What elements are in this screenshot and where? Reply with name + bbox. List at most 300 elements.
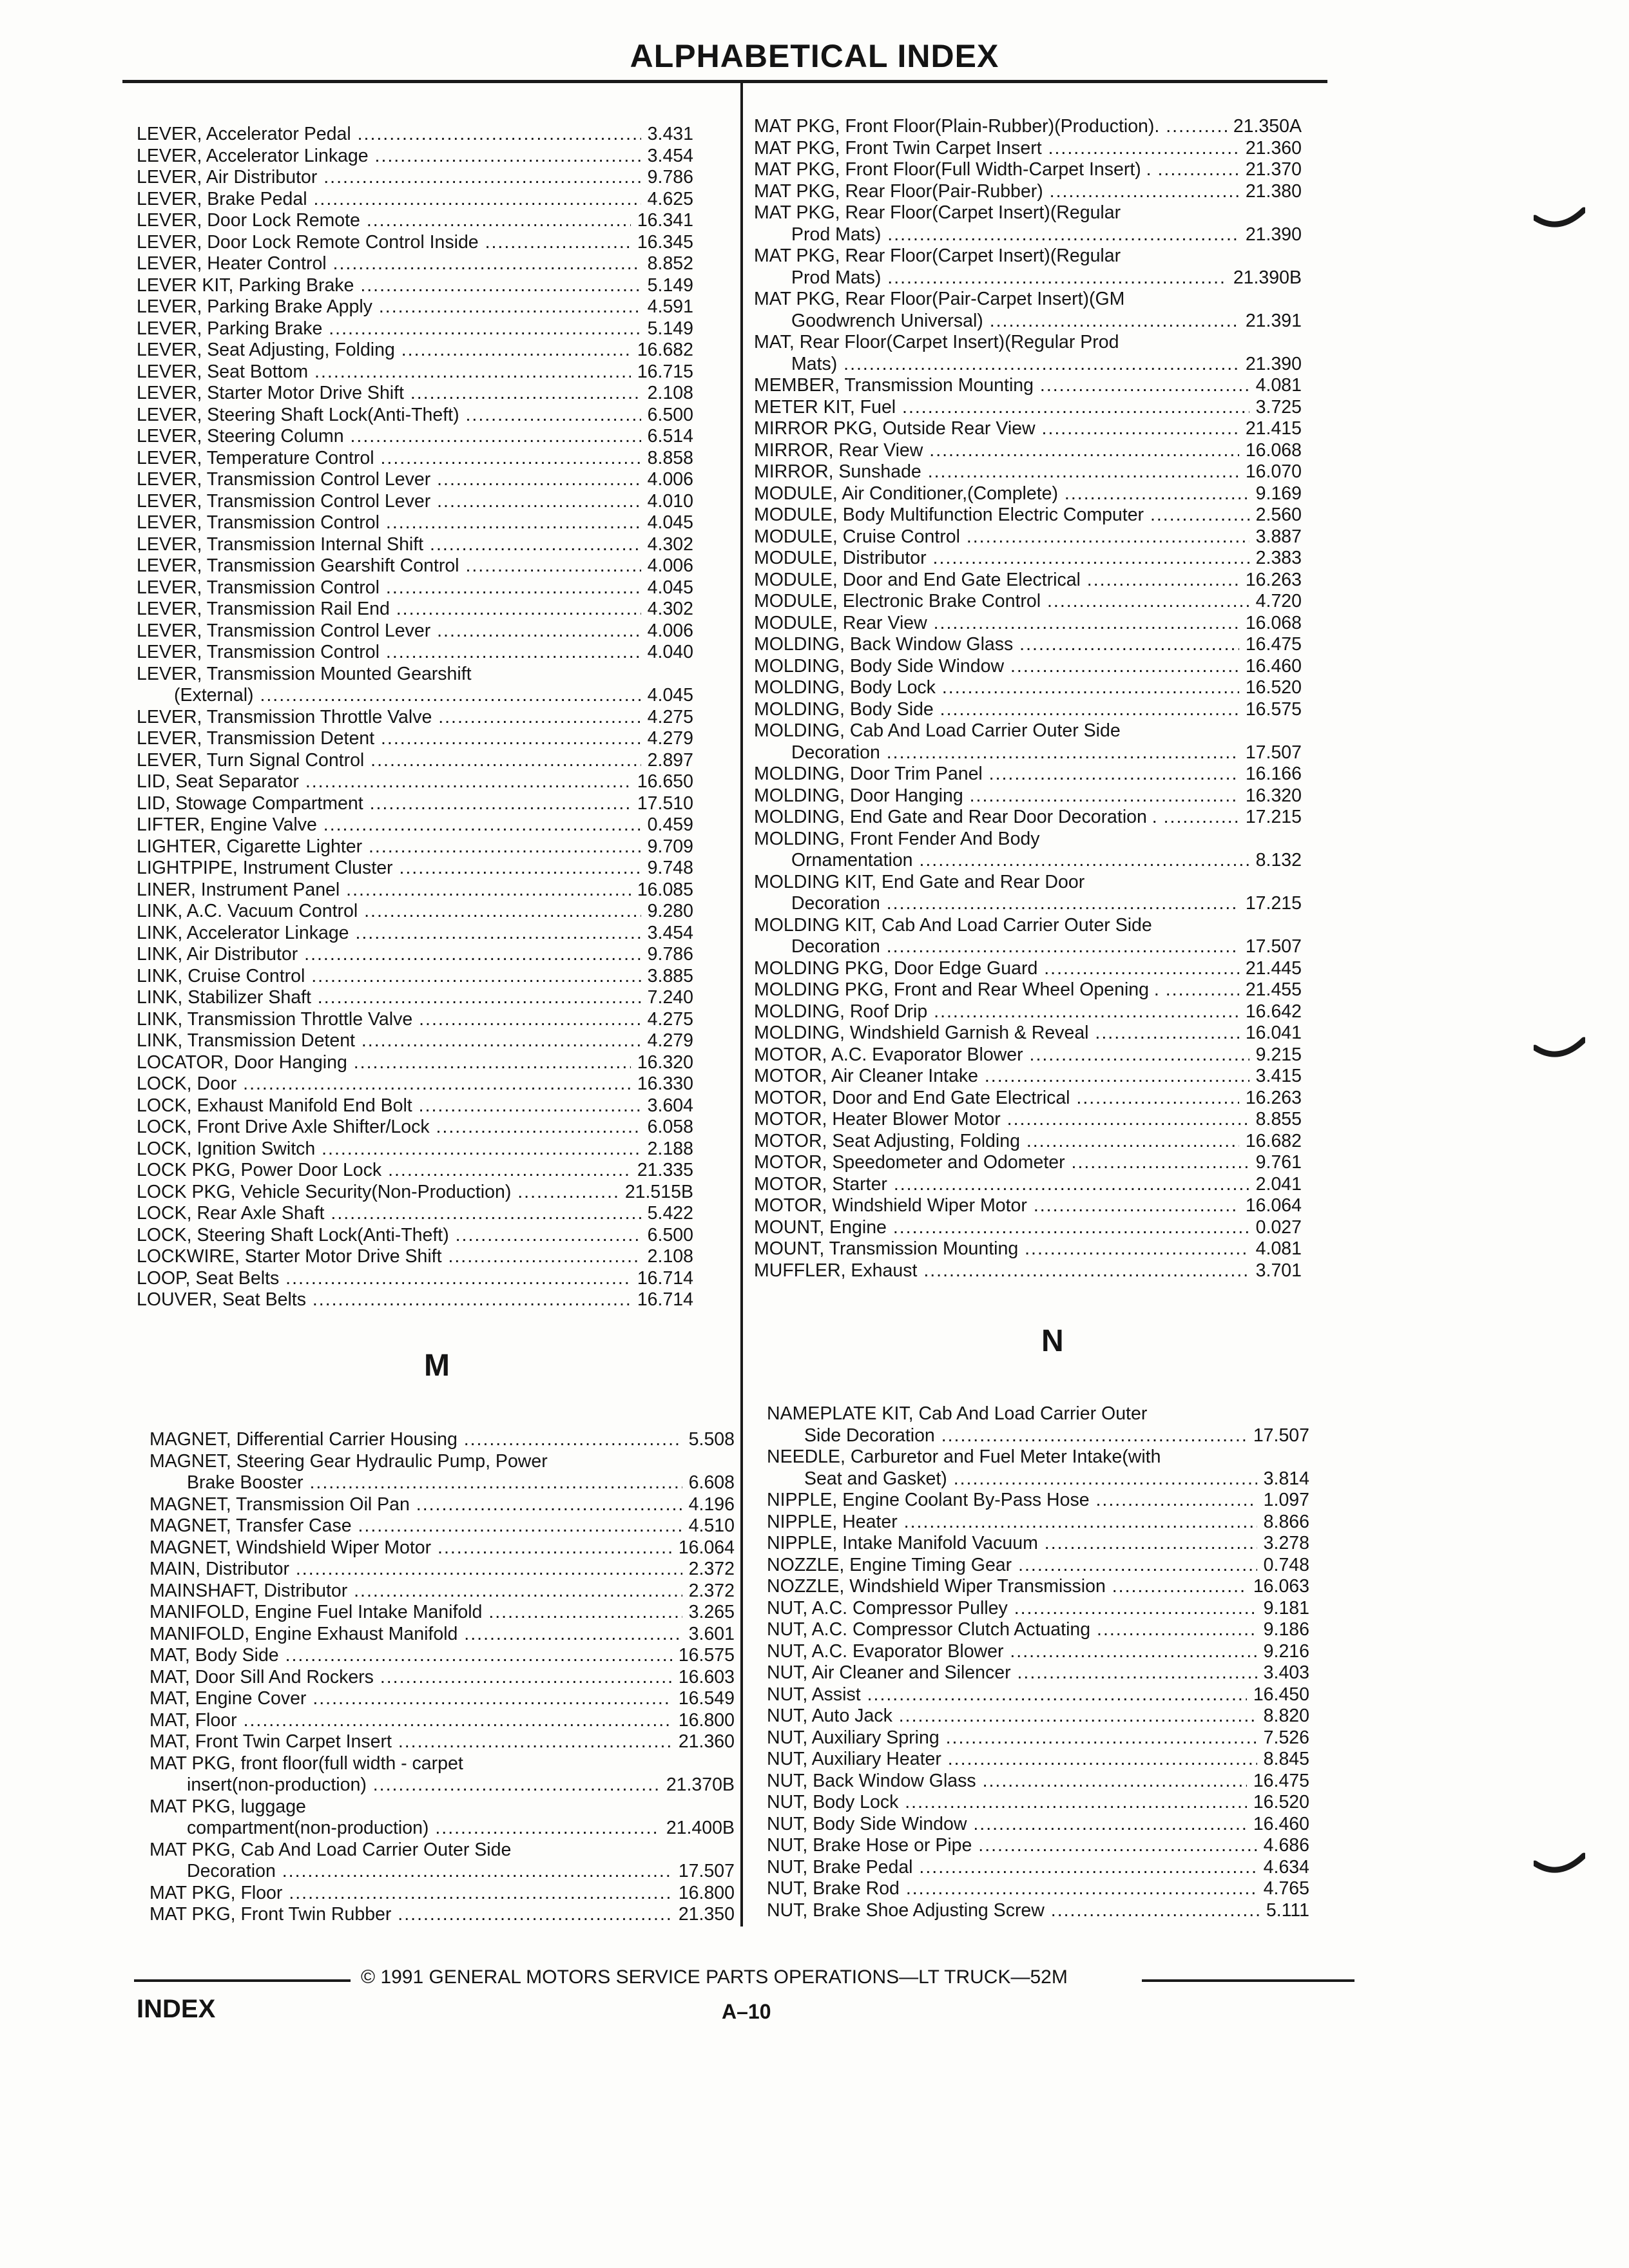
index-entry-label: LEVER, Air Distributor ..... bbox=[137, 167, 641, 189]
index-entry-label-line1: LEVER, Transmission Mounted Gearshift bbox=[137, 663, 472, 684]
index-entry bbox=[149, 1515, 735, 1537]
index-entry bbox=[149, 1581, 735, 1602]
index-entry-page: 4.196 bbox=[688, 1494, 735, 1515]
index-entry-label: MOTOR, Heater Blower Motor ..... bbox=[754, 1109, 1249, 1131]
index-entry-label: LID, Stowage Compartment ..... bbox=[137, 793, 631, 815]
index-entry bbox=[767, 1771, 1309, 1792]
index-entry bbox=[754, 397, 1302, 419]
index-entry-label: LEVER, Parking Brake Apply ..... bbox=[137, 296, 641, 318]
index-entry-label: MAT PKG, Front Twin Rubber ..... bbox=[149, 1904, 672, 1926]
index-entry-page: 2.041 bbox=[1255, 1173, 1302, 1195]
index-entry-label: LEVER, Transmission Gearshift Control ..... bbox=[137, 555, 641, 577]
index-entry-page: 16.682 bbox=[1245, 1130, 1302, 1151]
index-entry-label: LEVER, Transmission Throttle Valve ..... bbox=[137, 707, 641, 729]
index-entry-label: LEVER, Temperature Control ..... bbox=[137, 448, 641, 470]
index-entry-page: 3.885 bbox=[647, 965, 693, 986]
index-entry-label: NOZZLE, Engine Timing Gear ..... bbox=[767, 1555, 1257, 1577]
index-entry-label: MODULE, Distributor ..... bbox=[754, 548, 1249, 570]
index-entry bbox=[137, 1182, 693, 1204]
index-entry-label: NUT, Brake Rod ..... bbox=[767, 1878, 1257, 1900]
index-entry-label: LOCK, Door ..... bbox=[137, 1073, 631, 1095]
index-entry bbox=[137, 1117, 693, 1139]
index-entry-page: 4.591 bbox=[647, 296, 693, 317]
index-entry-label: NIPPLE, Heater ..... bbox=[767, 1512, 1257, 1533]
index-entry-page: 16.330 bbox=[637, 1073, 693, 1094]
index-entry-page: 4.302 bbox=[647, 533, 693, 555]
index-entry-page: 17.215 bbox=[1245, 893, 1302, 914]
index-entry bbox=[754, 613, 1302, 635]
index-entry bbox=[754, 677, 1302, 699]
index-entry-label: NUT, Brake Hose or Pipe ..... bbox=[767, 1835, 1257, 1857]
index-entry bbox=[149, 1559, 735, 1581]
index-entry bbox=[137, 469, 693, 491]
index-entry bbox=[137, 1095, 693, 1117]
index-entry bbox=[149, 1904, 735, 1926]
index-entry-page: 21.515B bbox=[624, 1181, 693, 1202]
index-entry-page: 21.335 bbox=[637, 1160, 693, 1180]
index-entry bbox=[754, 979, 1302, 1001]
index-entry-page: 21.360 bbox=[1245, 137, 1302, 159]
index-entry-label: LOCK, Rear Axle Shaft ..... bbox=[137, 1203, 641, 1225]
index-entry-label-line1: MAT PKG, front floor(full width - carpet bbox=[149, 1753, 463, 1774]
index-entry-label: LEVER, Transmission Control ..... bbox=[137, 577, 641, 599]
index-entry-page: 7.526 bbox=[1263, 1727, 1309, 1748]
index-entry-label: MAGNET, Transfer Case ..... bbox=[149, 1515, 682, 1537]
index-entry-label bbox=[149, 1451, 682, 1494]
index-entry-page: 5.111 bbox=[1266, 1899, 1309, 1921]
index-entry-label bbox=[754, 289, 1239, 332]
index-entry-label: MODULE, Door and End Gate Electrical ..... bbox=[754, 570, 1239, 591]
index-entry-page: 16.800 bbox=[678, 1882, 735, 1903]
index-entry-page: 6.514 bbox=[647, 426, 693, 447]
index-entry bbox=[149, 1451, 735, 1494]
index-entry bbox=[137, 448, 693, 470]
index-entry-page: 8.852 bbox=[647, 253, 693, 274]
index-entry bbox=[754, 1044, 1302, 1066]
index-entry bbox=[137, 642, 693, 664]
header-rule bbox=[122, 80, 1327, 83]
index-entry-label: LEVER, Transmission Rail End ..... bbox=[137, 599, 641, 620]
index-entry-page: 4.081 bbox=[1255, 375, 1302, 396]
index-entry-page: 16.714 bbox=[637, 1267, 693, 1289]
index-entry bbox=[767, 1533, 1309, 1555]
index-entry-label: NUT, A.C. Compressor Pulley ..... bbox=[767, 1598, 1257, 1620]
index-entry-label-line1: MAT PKG, luggage bbox=[149, 1796, 306, 1817]
index-entry-page: 21.360 bbox=[678, 1731, 735, 1752]
index-entry-label: LEVER KIT, Parking Brake ..... bbox=[137, 275, 641, 297]
index-entry-label: MOLDING, Door Trim Panel ..... bbox=[754, 764, 1239, 785]
index-entry-label: MAGNET, Windshield Wiper Motor ..... bbox=[149, 1537, 672, 1559]
index-entry-page: 4.279 bbox=[647, 1030, 693, 1051]
index-entry-label: LIGHTPIPE, Instrument Cluster ..... bbox=[137, 858, 641, 879]
index-entry-label: MUFFLER, Exhaust ..... bbox=[754, 1260, 1249, 1282]
index-entry-page: 7.240 bbox=[647, 987, 693, 1008]
binder-hole-mark-top bbox=[1534, 205, 1585, 237]
index-entry bbox=[754, 829, 1302, 872]
index-entry-page: 9.786 bbox=[647, 944, 693, 965]
index-entry-label: METER KIT, Fuel ..... bbox=[754, 397, 1249, 419]
index-entry-label: LID, Seat Separator ..... bbox=[137, 771, 631, 793]
index-entry-page: 0.459 bbox=[647, 814, 693, 835]
index-entry-page: 8.866 bbox=[1263, 1511, 1309, 1532]
index-entry-page: 16.070 bbox=[1245, 461, 1302, 482]
page-title: ALPHABETICAL INDEX bbox=[630, 38, 999, 74]
index-entry-page: 21.455 bbox=[1245, 979, 1302, 1000]
index-entry-page: 3.725 bbox=[1255, 396, 1302, 418]
index-entry-label: LINER, Instrument Panel ..... bbox=[137, 879, 631, 901]
index-entry-label bbox=[149, 1796, 660, 1840]
section-letter-m: M bbox=[424, 1349, 450, 1383]
index-entry bbox=[767, 1727, 1309, 1749]
index-entry bbox=[754, 591, 1302, 613]
index-entry bbox=[767, 1490, 1309, 1512]
index-entry bbox=[137, 1225, 693, 1247]
index-entry-label: LEVER, Accelerator Linkage ..... bbox=[137, 146, 641, 168]
index-entry-label: MODULE, Electronic Brake Control ..... bbox=[754, 591, 1249, 613]
index-entry-page: 17.510 bbox=[637, 793, 693, 814]
index-entry-page: 3.454 bbox=[647, 145, 693, 166]
index-entry-page: 3.403 bbox=[1263, 1662, 1309, 1683]
index-entry bbox=[137, 1030, 693, 1052]
index-entry bbox=[149, 1753, 735, 1796]
index-entry-page: 2.372 bbox=[688, 1559, 735, 1579]
index-entry bbox=[137, 1052, 693, 1074]
index-entry bbox=[767, 1878, 1309, 1900]
index-entry-label: MAGNET, Transmission Oil Pan ..... bbox=[149, 1494, 682, 1516]
index-entry-page: 17.507 bbox=[1253, 1425, 1309, 1446]
index-entry bbox=[754, 1217, 1302, 1239]
index-entry bbox=[137, 793, 693, 815]
index-entry bbox=[137, 124, 693, 146]
index-entry-page: 3.604 bbox=[647, 1095, 693, 1116]
index-entry-page: 2.108 bbox=[647, 383, 693, 403]
index-entry-page: 16.085 bbox=[637, 879, 693, 900]
index-entry-label: LOCK, Steering Shaft Lock(Anti-Theft) ..... bbox=[137, 1225, 641, 1247]
index-entry bbox=[137, 275, 693, 297]
index-entry-page: 5.149 bbox=[647, 318, 693, 339]
index-entry-page: 4.275 bbox=[647, 1008, 693, 1030]
section-letter-n: N bbox=[1041, 1324, 1064, 1358]
index-entry bbox=[754, 1001, 1302, 1023]
index-entry bbox=[137, 814, 693, 836]
index-entry-label: LEVER, Brake Pedal ..... bbox=[137, 189, 641, 211]
index-entry-page: 9.786 bbox=[647, 167, 693, 187]
index-entry bbox=[137, 836, 693, 858]
index-entry-label: LEVER, Transmission Control Lever ..... bbox=[137, 491, 641, 513]
footer-section-label: INDEX bbox=[137, 1995, 216, 2023]
index-entry bbox=[754, 634, 1302, 656]
index-entry bbox=[767, 1641, 1309, 1663]
index-entry-label-line2: Side Decoration ..... bbox=[767, 1425, 1247, 1447]
index-entry-page: 16.068 bbox=[1245, 612, 1302, 633]
index-entry-page: 16.715 bbox=[637, 361, 693, 382]
index-entry bbox=[754, 785, 1302, 807]
index-entry bbox=[149, 1731, 735, 1753]
index-entry-label: MOUNT, Transmission Mounting ..... bbox=[754, 1238, 1249, 1260]
index-entry-label: LEVER, Door Lock Remote ..... bbox=[137, 210, 631, 232]
index-entry-label: MAT, Front Twin Carpet Insert ..... bbox=[149, 1731, 672, 1753]
index-entry bbox=[137, 318, 693, 340]
index-entry bbox=[754, 461, 1302, 483]
index-entry bbox=[754, 440, 1302, 462]
index-entry-page: 4.634 bbox=[1263, 1856, 1309, 1878]
index-entry-page: 21.445 bbox=[1245, 957, 1302, 979]
index-entry-label: NUT, Air Cleaner and Silencer ..... bbox=[767, 1662, 1257, 1684]
index-entry-label: MOTOR, Speedometer and Odometer ..... bbox=[754, 1152, 1249, 1174]
index-entry-page: 2.897 bbox=[647, 749, 693, 771]
index-entry bbox=[754, 483, 1302, 505]
index-entry-label: NUT, Brake Pedal ..... bbox=[767, 1857, 1257, 1879]
index-entry-page: 21.380 bbox=[1245, 180, 1302, 202]
index-entry-label-line1: MOLDING KIT, Cab And Load Carrier Outer Side bbox=[754, 914, 1152, 936]
index-entry-page: 21.415 bbox=[1245, 418, 1302, 439]
index-entry-label: MOTOR, Air Cleaner Intake ..... bbox=[754, 1066, 1249, 1088]
index-entry bbox=[754, 656, 1302, 678]
index-entry-page: 4.006 bbox=[647, 555, 693, 576]
index-entry bbox=[754, 872, 1302, 915]
index-entry-label: MAIN, Distributor ..... bbox=[149, 1559, 682, 1581]
index-entry-label: MODULE, Body Multifunction Electric Computer ..... bbox=[754, 505, 1249, 526]
index-entry-label: MANIFOLD, Engine Exhaust Manifold ..... bbox=[149, 1624, 682, 1646]
index-entry-page: 16.341 bbox=[637, 210, 693, 231]
index-entry-page: 21.370 bbox=[1245, 159, 1302, 180]
index-entry bbox=[754, 1131, 1302, 1153]
index-entry-page: 16.263 bbox=[1245, 569, 1302, 590]
index-entry bbox=[149, 1537, 735, 1559]
index-entry-label: LEVER, Starter Motor Drive Shift ..... bbox=[137, 383, 641, 405]
index-entry-page: 3.701 bbox=[1255, 1260, 1302, 1281]
index-entry bbox=[767, 1706, 1309, 1727]
index-entry-label: MAT PKG, Front Floor(Full Width-Carpet Insert) . ..... bbox=[754, 159, 1239, 181]
index-entry bbox=[767, 1576, 1309, 1598]
index-entry bbox=[137, 296, 693, 318]
index-entry bbox=[137, 966, 693, 988]
index-entry-page: 3.415 bbox=[1255, 1066, 1302, 1086]
index-entry-page: 4.045 bbox=[647, 512, 693, 533]
footer-page-number: A–10 bbox=[722, 2000, 771, 2023]
index-entry-label: LEVER, Door Lock Remote Control Inside ..... bbox=[137, 232, 631, 254]
index-entry bbox=[137, 1268, 693, 1290]
index-entry-page: 16.475 bbox=[1253, 1770, 1309, 1791]
index-entry bbox=[137, 405, 693, 427]
index-entry-label: MAT, Engine Cover ..... bbox=[149, 1688, 672, 1710]
index-entry-page: 16.263 bbox=[1245, 1087, 1302, 1108]
index-entry bbox=[767, 1446, 1309, 1490]
index-entry bbox=[137, 577, 693, 599]
index-entry-page: 6.500 bbox=[647, 404, 693, 425]
index-entry-label: MAT, Door Sill And Rockers ..... bbox=[149, 1667, 672, 1689]
index-entry bbox=[137, 944, 693, 966]
binder-hole-mark-middle bbox=[1534, 1035, 1585, 1067]
index-entry-label: MAINSHAFT, Distributor ..... bbox=[149, 1581, 682, 1602]
footer-rule-left bbox=[134, 1979, 351, 1982]
index-entry-label-line2: Decoration ..... bbox=[754, 742, 1239, 764]
index-entry-label: NUT, Body Side Window ..... bbox=[767, 1814, 1247, 1836]
index-entry bbox=[137, 1203, 693, 1225]
index-entry-page: 16.064 bbox=[678, 1537, 735, 1558]
index-entry bbox=[754, 332, 1302, 375]
index-entry-label bbox=[754, 245, 1227, 289]
index-entry-page: 3.887 bbox=[1255, 526, 1302, 547]
index-entry-label bbox=[754, 872, 1239, 915]
index-entry-label: NUT, Auxiliary Heater ..... bbox=[767, 1749, 1257, 1771]
index-entry-label: MAGNET, Differential Carrier Housing ..... bbox=[149, 1429, 682, 1451]
index-entry-page: 5.508 bbox=[688, 1429, 735, 1450]
left-column bbox=[137, 124, 693, 1311]
index-entry-page: 21.370B bbox=[666, 1774, 735, 1795]
index-entry-label: LIGHTER, Cigarette Lighter ..... bbox=[137, 836, 641, 858]
index-entry-page: 17.507 bbox=[1245, 936, 1302, 957]
index-entry-label: NUT, A.C. Evaporator Blower ..... bbox=[767, 1641, 1257, 1663]
index-entry-label: MOLDING, Windshield Garnish & Reveal ..... bbox=[754, 1023, 1239, 1044]
index-entry-page: 4.510 bbox=[688, 1515, 735, 1536]
index-entry-label: MIRROR, Sunshade ..... bbox=[754, 461, 1239, 483]
index-entry-label: MOTOR, Door and End Gate Electrical ..... bbox=[754, 1088, 1239, 1110]
index-entry-label-line1: MAT PKG, Rear Floor(Carpet Insert)(Regular bbox=[754, 202, 1121, 223]
index-entry-label: LINK, Transmission Throttle Valve ..... bbox=[137, 1009, 641, 1031]
index-entry-label-line1: MOLDING, Cab And Load Carrier Outer Side bbox=[754, 720, 1121, 741]
index-entry-page: 4.010 bbox=[647, 490, 693, 512]
index-entry-label: MAT PKG, Floor ..... bbox=[149, 1883, 672, 1905]
index-entry-page: 3.814 bbox=[1263, 1468, 1309, 1489]
index-entry-page: 9.709 bbox=[647, 836, 693, 857]
index-entry bbox=[137, 534, 693, 556]
index-entry bbox=[754, 1023, 1302, 1044]
index-entry-page: 21.391 bbox=[1245, 310, 1302, 331]
index-entry-page: 2.560 bbox=[1255, 505, 1302, 525]
index-entry bbox=[137, 361, 693, 383]
index-entry-label: LINK, Air Distributor ..... bbox=[137, 944, 641, 966]
index-entry bbox=[767, 1792, 1309, 1814]
index-entry-label: NUT, Brake Shoe Adjusting Screw ..... bbox=[767, 1900, 1260, 1922]
index-entry bbox=[137, 1246, 693, 1268]
index-entry bbox=[137, 707, 693, 729]
index-entry bbox=[767, 1900, 1309, 1922]
index-entry-label: LINK, Accelerator Linkage ..... bbox=[137, 923, 641, 945]
index-entry bbox=[767, 1684, 1309, 1706]
index-entry-label: MEMBER, Transmission Mounting ..... bbox=[754, 375, 1249, 397]
index-entry bbox=[754, 1088, 1302, 1110]
index-entry bbox=[754, 181, 1302, 203]
index-entry-label: LEVER, Accelerator Pedal ..... bbox=[137, 124, 641, 146]
index-entry-label: LEVER, Seat Adjusting, Folding ..... bbox=[137, 340, 631, 361]
index-entry-label: MOLDING, End Gate and Rear Door Decoration . ..... bbox=[754, 807, 1239, 829]
index-entry-page: 8.858 bbox=[647, 447, 693, 468]
index-entry-page: 16.575 bbox=[678, 1645, 735, 1666]
index-entry-page: 16.063 bbox=[1253, 1576, 1309, 1597]
index-entry-page: 6.500 bbox=[647, 1224, 693, 1245]
index-entry-label-line2: Decoration ..... bbox=[754, 936, 1239, 958]
index-entry-label: MOTOR, Windshield Wiper Motor ..... bbox=[754, 1195, 1239, 1217]
index-entry-page: 16.064 bbox=[1245, 1195, 1302, 1216]
index-entry bbox=[767, 1512, 1309, 1533]
index-entry-label: MOLDING PKG, Front and Rear Wheel Opening . ..... bbox=[754, 979, 1239, 1001]
index-entry-page: 16.320 bbox=[637, 1052, 693, 1073]
index-entry-page: 16.714 bbox=[637, 1289, 693, 1310]
index-entry-page: 6.058 bbox=[647, 1117, 693, 1137]
index-entry-label: LINK, Stabilizer Shaft ..... bbox=[137, 987, 641, 1009]
index-entry-label: LOCK, Ignition Switch ..... bbox=[137, 1139, 641, 1160]
index-entry bbox=[149, 1688, 735, 1710]
index-entry-label: LIFTER, Engine Valve ..... bbox=[137, 814, 641, 836]
index-entry-page: 4.006 bbox=[647, 620, 693, 641]
index-entry-label: LOCK PKG, Vehicle Security(Non-Production) ..... bbox=[137, 1182, 619, 1204]
index-entry bbox=[149, 1883, 735, 1905]
index-entry-label: NUT, Auxiliary Spring ..... bbox=[767, 1727, 1257, 1749]
index-entry-page: 16.642 bbox=[1245, 1001, 1302, 1022]
index-entry bbox=[754, 505, 1302, 526]
index-entry-page: 16.549 bbox=[678, 1688, 735, 1709]
index-entry-label-line2: Mats) ..... bbox=[754, 354, 1239, 376]
index-entry-label: LEVER, Transmission Control Lever ..... bbox=[137, 620, 641, 642]
index-entry-page: 3.454 bbox=[647, 922, 693, 943]
index-entry bbox=[754, 699, 1302, 721]
index-entry bbox=[137, 858, 693, 879]
index-entry-label: NIPPLE, Engine Coolant By-Pass Hose ..... bbox=[767, 1490, 1257, 1512]
index-entry-page: 16.450 bbox=[1253, 1684, 1309, 1705]
right-column bbox=[754, 116, 1302, 1282]
index-entry-page: 21.350A bbox=[1233, 116, 1302, 137]
index-entry-page: 4.006 bbox=[647, 469, 693, 490]
index-entry-label: MODULE, Rear View ..... bbox=[754, 613, 1239, 635]
index-entry-label bbox=[149, 1840, 672, 1883]
index-entry bbox=[754, 1152, 1302, 1174]
right-column-n bbox=[767, 1403, 1309, 1921]
index-entry-page: 5.422 bbox=[647, 1203, 693, 1224]
index-entry-label: NUT, Back Window Glass ..... bbox=[767, 1771, 1247, 1792]
index-entry-label: LEVER, Transmission Internal Shift ..... bbox=[137, 534, 641, 556]
index-entry bbox=[137, 664, 693, 707]
index-entry-label-line1: MAT PKG, Cab And Load Carrier Outer Side bbox=[149, 1839, 512, 1860]
index-entry-label: LOCATOR, Door Hanging ..... bbox=[137, 1052, 631, 1074]
index-entry-page: 9.181 bbox=[1263, 1597, 1309, 1619]
index-entry bbox=[754, 570, 1302, 591]
index-entry-label: LEVER, Transmission Control ..... bbox=[137, 642, 641, 664]
index-entry-page: 2.383 bbox=[1255, 548, 1302, 568]
index-entry-label-line1: MAGNET, Steering Gear Hydraulic Pump, Power bbox=[149, 1450, 548, 1472]
index-entry bbox=[137, 146, 693, 168]
index-entry bbox=[149, 1667, 735, 1689]
index-entry bbox=[137, 1009, 693, 1031]
index-entry-page: 16.650 bbox=[637, 771, 693, 792]
index-entry-label: LOUVER, Seat Belts ..... bbox=[137, 1289, 631, 1311]
index-entry bbox=[767, 1662, 1309, 1684]
index-entry-page: 16.475 bbox=[1245, 634, 1302, 655]
index-entry-label: NUT, Auto Jack ..... bbox=[767, 1706, 1257, 1727]
index-entry-label: LINK, Cruise Control ..... bbox=[137, 966, 641, 988]
index-entry bbox=[754, 548, 1302, 570]
index-entry bbox=[149, 1494, 735, 1516]
index-entry bbox=[767, 1835, 1309, 1857]
index-entry-label: LEVER, Steering Shaft Lock(Anti-Theft) ..... bbox=[137, 405, 641, 427]
index-entry-page: 16.682 bbox=[637, 340, 693, 360]
index-entry bbox=[137, 1289, 693, 1311]
index-entry-label: LINK, Transmission Detent ..... bbox=[137, 1030, 641, 1052]
index-entry-label bbox=[754, 202, 1239, 245]
index-entry-label: LEVER, Heater Control ..... bbox=[137, 253, 641, 275]
index-entry-label-line2: Decoration ..... bbox=[149, 1861, 672, 1883]
index-entry bbox=[767, 1749, 1309, 1771]
index-entry-page: 9.215 bbox=[1255, 1044, 1302, 1065]
index-entry-page: 9.169 bbox=[1255, 483, 1302, 504]
index-entry-label: MOLDING, Roof Drip ..... bbox=[754, 1001, 1239, 1023]
footer-rule-right bbox=[1142, 1979, 1354, 1982]
index-entry-label: MODULE, Air Conditioner,(Complete) ..... bbox=[754, 483, 1249, 505]
index-entry-page: 6.608 bbox=[688, 1472, 735, 1493]
index-entry-label-line2: insert(non-production) ..... bbox=[149, 1774, 660, 1796]
index-entry bbox=[137, 728, 693, 750]
index-entry bbox=[137, 167, 693, 189]
